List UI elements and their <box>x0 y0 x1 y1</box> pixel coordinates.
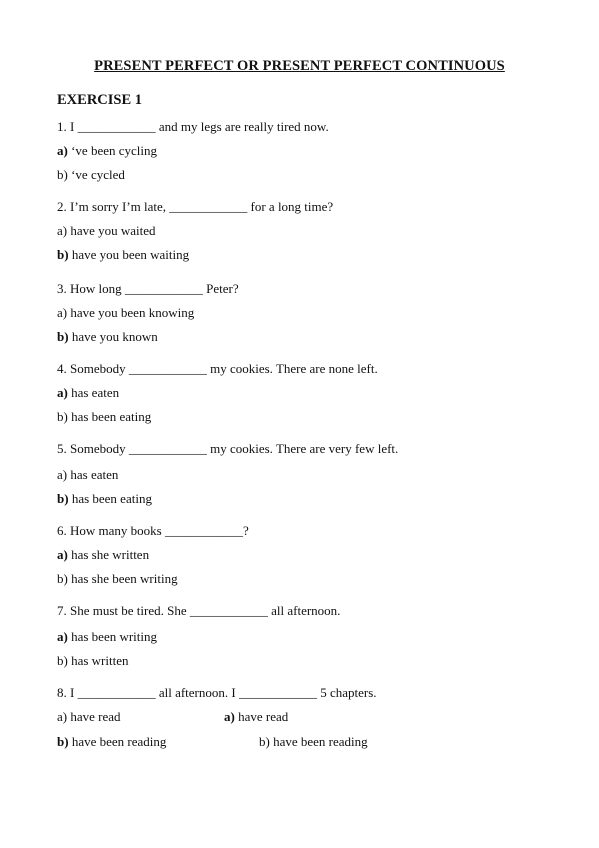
option-text: have been reading <box>71 734 167 749</box>
question-6-option-a <box>57 547 149 563</box>
question-6-option-b <box>57 571 178 587</box>
option-letter: a) <box>57 709 68 724</box>
question-8-option-b <box>57 734 166 750</box>
option-text: have you known <box>71 329 158 344</box>
option-letter: a) <box>224 709 235 724</box>
question-5-option-b <box>57 491 152 507</box>
option-text: have you been knowing <box>70 305 195 320</box>
question-6-prompt: 6. How many books ____________? <box>57 523 249 538</box>
option-text: has written <box>71 653 129 668</box>
question-8-option-b-second <box>259 734 368 750</box>
question-3-option-a <box>57 305 194 321</box>
question-3-prompt: 3. How long ____________ Peter? <box>57 281 239 296</box>
option-text: has eaten <box>70 467 119 482</box>
question-3-option-b <box>57 329 158 345</box>
question-8-option-a <box>57 709 121 725</box>
option-text: has she been writing <box>71 571 178 586</box>
option-letter: a) <box>57 547 68 562</box>
worksheet-title: PRESENT PERFECT OR PRESENT PERFECT CONTINUOUS <box>94 58 505 74</box>
option-letter: b) <box>57 571 68 586</box>
option-letter: a) <box>57 223 68 238</box>
option-text: ‘ve been cycling <box>71 143 157 158</box>
question-4-prompt: 4. Somebody ____________ my cookies. There are none left. <box>57 361 378 376</box>
question-1-option-a <box>57 143 157 159</box>
option-letter: b) <box>259 734 270 749</box>
option-letter: b) <box>57 167 68 182</box>
option-text: have you waited <box>70 223 156 238</box>
option-letter: b) <box>57 329 69 344</box>
option-letter: b) <box>57 409 68 424</box>
option-text: have read <box>238 709 289 724</box>
option-text: have been reading <box>273 734 368 749</box>
question-8-option-a-second <box>224 709 288 725</box>
question-2-option-a <box>57 223 156 239</box>
option-text: has eaten <box>71 385 120 400</box>
option-letter: b) <box>57 653 68 668</box>
option-text: has been eating <box>71 409 152 424</box>
option-letter: b) <box>57 734 69 749</box>
option-text: has she written <box>71 547 150 562</box>
option-letter: a) <box>57 305 68 320</box>
question-4-option-b <box>57 409 151 425</box>
question-7-option-b <box>57 653 129 669</box>
question-1-option-b <box>57 167 125 183</box>
question-5-option-a <box>57 467 118 483</box>
question-2-option-b <box>57 247 189 263</box>
question-8-prompt: 8. I ____________ all afternoon. I ____________ 5 chapters. <box>57 685 377 700</box>
question-7-option-a <box>57 629 157 645</box>
option-text: ‘ve cycled <box>71 167 125 182</box>
option-letter: a) <box>57 143 68 158</box>
option-text: has been eating <box>71 491 152 506</box>
option-letter: b) <box>57 247 69 262</box>
option-letter: a) <box>57 629 68 644</box>
question-4-option-a <box>57 385 119 401</box>
question-5-prompt: 5. Somebody ____________ my cookies. There are very few left. <box>57 441 399 456</box>
option-text: have you been waiting <box>71 247 190 262</box>
option-letter: a) <box>57 385 68 400</box>
exercise-heading: EXERCISE 1 <box>57 92 143 108</box>
question-2-prompt: 2. I’m sorry I’m late, ____________ for a long time? <box>57 199 334 214</box>
question-1-prompt: 1. I ____________ and my legs are really tired now. <box>57 119 329 134</box>
question-7-prompt: 7. She must be tired. She ____________ all afternoon. <box>57 603 341 618</box>
option-letter: b) <box>57 491 69 506</box>
option-letter: a) <box>57 467 68 482</box>
option-text: have read <box>70 709 121 724</box>
option-text: has been writing <box>71 629 158 644</box>
